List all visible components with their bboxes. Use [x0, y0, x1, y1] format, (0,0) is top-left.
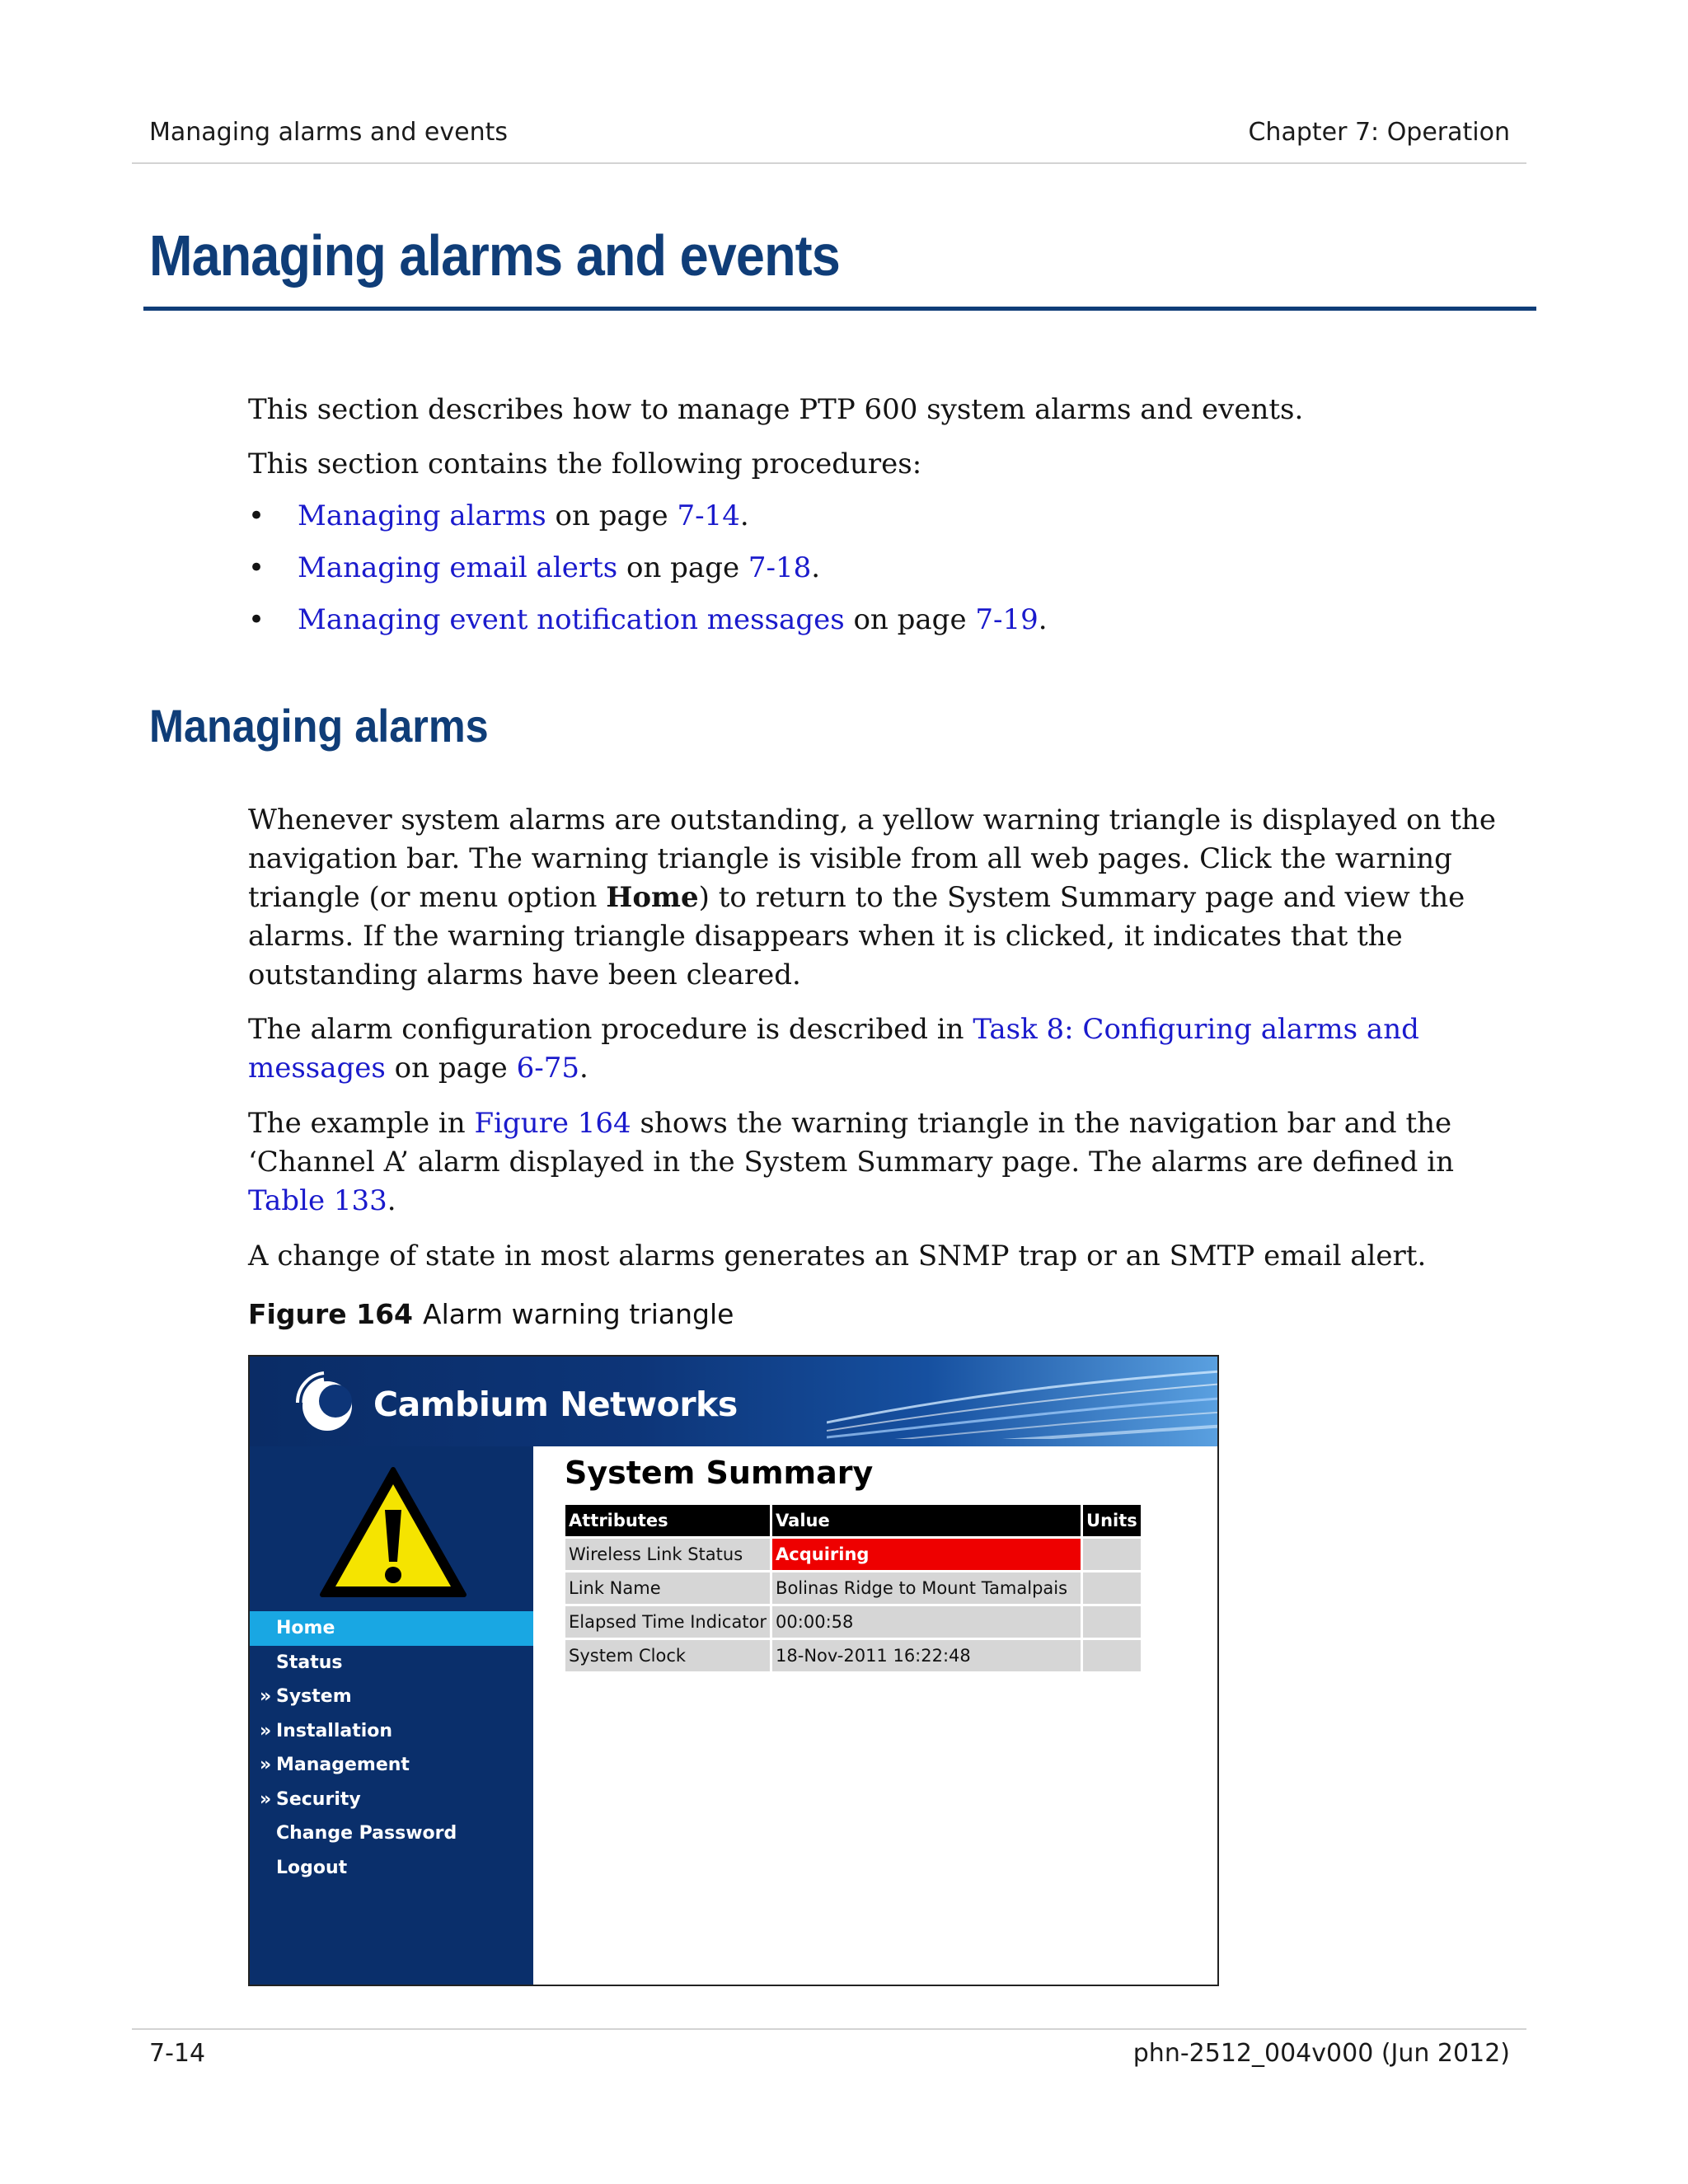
brand-name: Cambium Networks — [373, 1385, 738, 1424]
brand-banner — [250, 1357, 1217, 1446]
attribute-cell: Link Name — [565, 1572, 770, 1604]
chevron-right-icon: » — [260, 1788, 272, 1810]
procedure-link[interactable]: Managing email alerts — [298, 551, 618, 584]
table-link[interactable]: Table 133 — [248, 1184, 387, 1217]
units-cell — [1083, 1606, 1141, 1638]
page-link[interactable]: 6-75 — [516, 1052, 579, 1085]
attribute-cell: System Clock — [565, 1640, 770, 1671]
nav-item-status[interactable]: Status — [276, 1652, 343, 1673]
main-content — [533, 1446, 1217, 1985]
alarms-paragraph-2: The alarm configuration procedure is described in Task 8: Configuring alarms and messages on page 6-75. — [248, 1013, 1419, 1085]
nav-item-logout[interactable]: Logout — [276, 1857, 348, 1878]
chevron-right-icon: » — [260, 1686, 272, 1707]
column-header: Value — [772, 1505, 1081, 1536]
intro-paragraph-1: This section describes how to manage PTP 600 system alarms and events. — [248, 393, 1304, 426]
nav-item-home[interactable]: Home — [250, 1611, 533, 1646]
page-title: Managing alarms and events — [149, 223, 840, 288]
web-ui-screenshot — [248, 1355, 1219, 1986]
banner-swoosh-decoration — [827, 1365, 1217, 1439]
intro-paragraph-2: This section contains the following procedures: — [248, 448, 922, 480]
attribute-cell: Elapsed Time Indicator — [565, 1606, 770, 1638]
page-link[interactable]: 7-19 — [975, 603, 1039, 636]
table-row — [565, 1640, 1141, 1671]
nav-item-system[interactable]: » System — [250, 1680, 533, 1714]
footer-divider — [132, 2028, 1526, 2030]
warning-triangle-icon[interactable] — [317, 1465, 469, 1601]
nav-menu — [250, 1611, 533, 1885]
header-divider — [132, 162, 1526, 164]
alarms-paragraph-3: The example in Figure 164 shows the warning triangle in the navigation bar and the ‘Channel A’ alarm displayed in the System Summary page. The alarms are defined in Table 133. — [248, 1107, 1455, 1217]
task-link[interactable]: Task 8: Configuring alarms and messages — [248, 1013, 1419, 1085]
units-cell — [1083, 1572, 1141, 1604]
system-summary-table — [563, 1502, 1143, 1674]
table-header-row — [565, 1505, 1141, 1536]
nav-item-change-password[interactable]: Change Password — [276, 1823, 457, 1844]
section-heading: Managing alarms — [149, 700, 489, 752]
value-cell: 00:00:58 — [772, 1606, 1081, 1638]
alarms-paragraph-1: Whenever system alarms are outstanding, a yellow warning triangle is displayed on the navigation bar. The warning triangle is visible from all web pages. Click the warning triangle (or menu option Home) to return to the System Summary page and view the alarms. If the warning triangle disappears when it is clicked, it indicates that the outstanding alarms have been cleared. — [248, 804, 1496, 991]
running-header-right: Chapter 7: Operation — [1248, 118, 1510, 147]
bullet-icon: • — [248, 603, 265, 636]
chevron-right-icon: » — [260, 1720, 272, 1741]
procedure-link[interactable]: Managing alarms — [298, 499, 546, 532]
nav-item-installation[interactable]: » Installation — [250, 1714, 533, 1749]
table-row — [565, 1572, 1141, 1604]
page-link[interactable]: 7-14 — [677, 499, 740, 532]
system-summary-title: System Summary — [565, 1455, 874, 1491]
value-cell: 18-Nov-2011 16:22:48 — [772, 1640, 1081, 1671]
navigation-sidebar — [250, 1446, 533, 1985]
document-id: phn-2512_004v000 (Jun 2012) — [1132, 2039, 1510, 2068]
bullet-icon: • — [248, 499, 265, 532]
table-row — [565, 1539, 1141, 1570]
nav-item-security[interactable]: » Security — [250, 1783, 533, 1817]
attribute-cell: Wireless Link Status — [565, 1539, 770, 1570]
figure-caption: Figure 164 Alarm warning triangle — [248, 1298, 734, 1330]
procedure-link[interactable]: Managing event notification messages — [298, 603, 845, 636]
units-cell — [1083, 1539, 1141, 1570]
column-header: Attributes — [565, 1505, 770, 1536]
units-cell — [1083, 1640, 1141, 1671]
bullet-icon: • — [248, 551, 265, 584]
value-cell: Bolinas Ridge to Mount Tamalpais — [772, 1572, 1081, 1604]
alarm-value-cell: Acquiring — [772, 1539, 1081, 1570]
page-number: 7-14 — [149, 2039, 206, 2068]
alarms-paragraph-4: A change of state in most alarms generates an SNMP trap or an SMTP email alert. — [248, 1240, 1427, 1272]
figure-link[interactable]: Figure 164 — [474, 1107, 631, 1140]
running-header-left: Managing alarms and events — [149, 118, 508, 147]
title-underline — [143, 307, 1536, 311]
column-header: Units — [1083, 1505, 1141, 1536]
table-row — [565, 1606, 1141, 1638]
chevron-right-icon: » — [260, 1755, 272, 1775]
nav-item-management[interactable]: » Management — [250, 1748, 533, 1783]
cambium-logo-icon — [291, 1368, 360, 1437]
page-link[interactable]: 7-18 — [748, 551, 812, 584]
